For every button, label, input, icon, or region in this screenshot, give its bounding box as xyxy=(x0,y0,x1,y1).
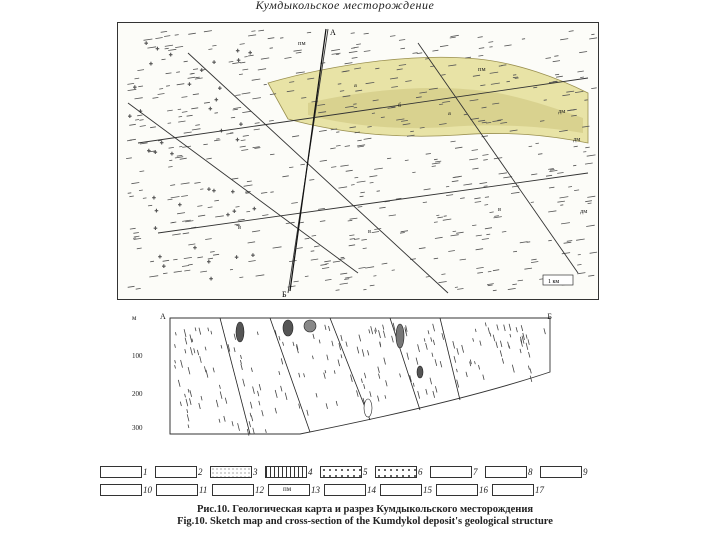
scale-label: 1 км xyxy=(548,279,560,285)
svg-text:+: + xyxy=(170,152,174,159)
section-faults xyxy=(220,318,460,434)
legend-number: 15 xyxy=(423,485,432,495)
legend-number: 17 xyxy=(535,485,544,495)
map-label-south: Б xyxy=(282,290,287,299)
legend-swatch xyxy=(485,466,527,478)
cross-section xyxy=(160,312,556,440)
svg-text:+: + xyxy=(207,260,211,266)
cross-section-drawing xyxy=(160,312,556,440)
legend-number: 5 xyxy=(363,467,368,477)
legend-swatch xyxy=(265,466,307,478)
legend-swatch xyxy=(210,466,252,478)
section-label-right: Б xyxy=(547,312,552,321)
map-label-north: А xyxy=(330,28,336,37)
svg-text:+: + xyxy=(236,49,240,56)
svg-text:+: + xyxy=(149,62,153,68)
svg-text:+: + xyxy=(162,264,166,271)
svg-text:+: + xyxy=(155,47,160,54)
svg-text:+: + xyxy=(235,138,240,145)
svg-text:+: + xyxy=(158,254,162,261)
page-header xyxy=(80,0,610,16)
map-unit-label: а xyxy=(354,82,357,89)
svg-text:+: + xyxy=(212,60,216,67)
figure-caption xyxy=(80,504,650,528)
svg-text:+: + xyxy=(160,141,164,147)
legend-number: 4 xyxy=(308,467,313,477)
svg-text:+: + xyxy=(169,53,173,59)
depth-label: 100 xyxy=(132,352,143,360)
caption-english: Fig.10. Sketch map and cross-section of the Kumdykol deposit's geological structure xyxy=(177,516,553,527)
svg-text:+: + xyxy=(239,122,243,129)
svg-text:+: + xyxy=(252,207,256,213)
legend-swatch xyxy=(100,466,142,478)
legend-swatch xyxy=(155,466,197,478)
legend-number: 14 xyxy=(367,485,376,495)
svg-text:+: + xyxy=(128,114,132,121)
map-unit-label: в xyxy=(238,224,242,231)
legend-swatch xyxy=(320,466,362,478)
svg-text:+: + xyxy=(214,98,218,105)
depth-label: м xyxy=(132,314,137,322)
legend-swatch xyxy=(100,484,142,496)
map-unit-label: а xyxy=(448,110,451,117)
legend xyxy=(100,466,600,500)
legend-number: 6 xyxy=(418,467,423,477)
svg-text:+: + xyxy=(208,106,212,113)
map-unit-label: пм xyxy=(298,40,306,47)
svg-text:+: + xyxy=(232,209,236,216)
svg-text:+: + xyxy=(251,253,255,260)
svg-text:+: + xyxy=(219,128,224,135)
legend-number: 12 xyxy=(255,485,264,495)
svg-text:+: + xyxy=(236,58,241,65)
map-unit-label: дм xyxy=(558,108,566,115)
map-unit-label: дм xyxy=(573,136,581,143)
legend-number: 10 xyxy=(143,485,152,495)
svg-text:+: + xyxy=(133,85,137,92)
svg-text:+: + xyxy=(152,195,156,202)
depth-label: 300 xyxy=(132,424,143,432)
ore-lenses xyxy=(236,320,423,417)
svg-text:+: + xyxy=(187,82,192,89)
scale-bar xyxy=(543,275,573,285)
svg-text:+: + xyxy=(207,187,211,194)
svg-text:+: + xyxy=(153,226,158,233)
legend-swatch xyxy=(540,466,582,478)
svg-text:+: + xyxy=(218,86,222,93)
svg-text:+: + xyxy=(234,255,239,262)
legend-swatch xyxy=(156,484,198,496)
geological-map xyxy=(117,22,599,300)
svg-text:+: + xyxy=(144,41,148,48)
legend-swatch xyxy=(268,484,310,496)
svg-text:+: + xyxy=(153,150,157,157)
section-label-left: А xyxy=(160,312,166,321)
legend-number: 8 xyxy=(528,467,533,477)
legend-swatch xyxy=(436,484,478,496)
legend-number: 1 xyxy=(143,467,148,477)
svg-text:+: + xyxy=(193,245,197,252)
map-unit-label: дм xyxy=(580,208,588,215)
page-header-title: Кумдыкольское месторождение xyxy=(80,0,610,13)
svg-text:+: + xyxy=(226,212,230,219)
svg-text:+: + xyxy=(200,68,204,75)
map-unit-label: б xyxy=(398,102,402,109)
legend-number: 9 xyxy=(583,467,588,477)
legend-swatch xyxy=(212,484,254,496)
legend-number: 7 xyxy=(473,467,478,477)
legend-number: 11 xyxy=(199,485,208,495)
legend-number: 3 xyxy=(253,467,258,477)
caption-russian: Рис.10. Геологическая карта и разрез Кумдыкольского месторождения xyxy=(196,504,534,515)
geological-map-drawing xyxy=(118,23,599,300)
svg-text:+: + xyxy=(178,202,182,209)
legend-swatch xyxy=(324,484,366,496)
svg-text:+: + xyxy=(147,149,151,155)
legend-number: 13 xyxy=(311,485,320,495)
svg-text:+: + xyxy=(154,209,159,215)
legend-swatch xyxy=(375,466,417,478)
legend-swatch xyxy=(492,484,534,496)
map-unit-label: пм xyxy=(478,66,486,73)
legend-number: 16 xyxy=(479,485,488,495)
legend-swatch xyxy=(380,484,422,496)
map-unit-label: в xyxy=(498,206,502,213)
legend-sample-text: пм xyxy=(283,485,292,493)
depth-label: 200 xyxy=(132,390,143,398)
svg-text:+: + xyxy=(248,51,252,57)
section-line xyxy=(290,29,326,291)
svg-text:+: + xyxy=(138,109,143,116)
map-unit-label: в xyxy=(368,228,372,235)
svg-text:+: + xyxy=(231,190,235,197)
svg-text:+: + xyxy=(209,277,213,283)
legend-swatch xyxy=(430,466,472,478)
legend-number: 2 xyxy=(198,467,203,477)
svg-text:+: + xyxy=(212,188,216,195)
